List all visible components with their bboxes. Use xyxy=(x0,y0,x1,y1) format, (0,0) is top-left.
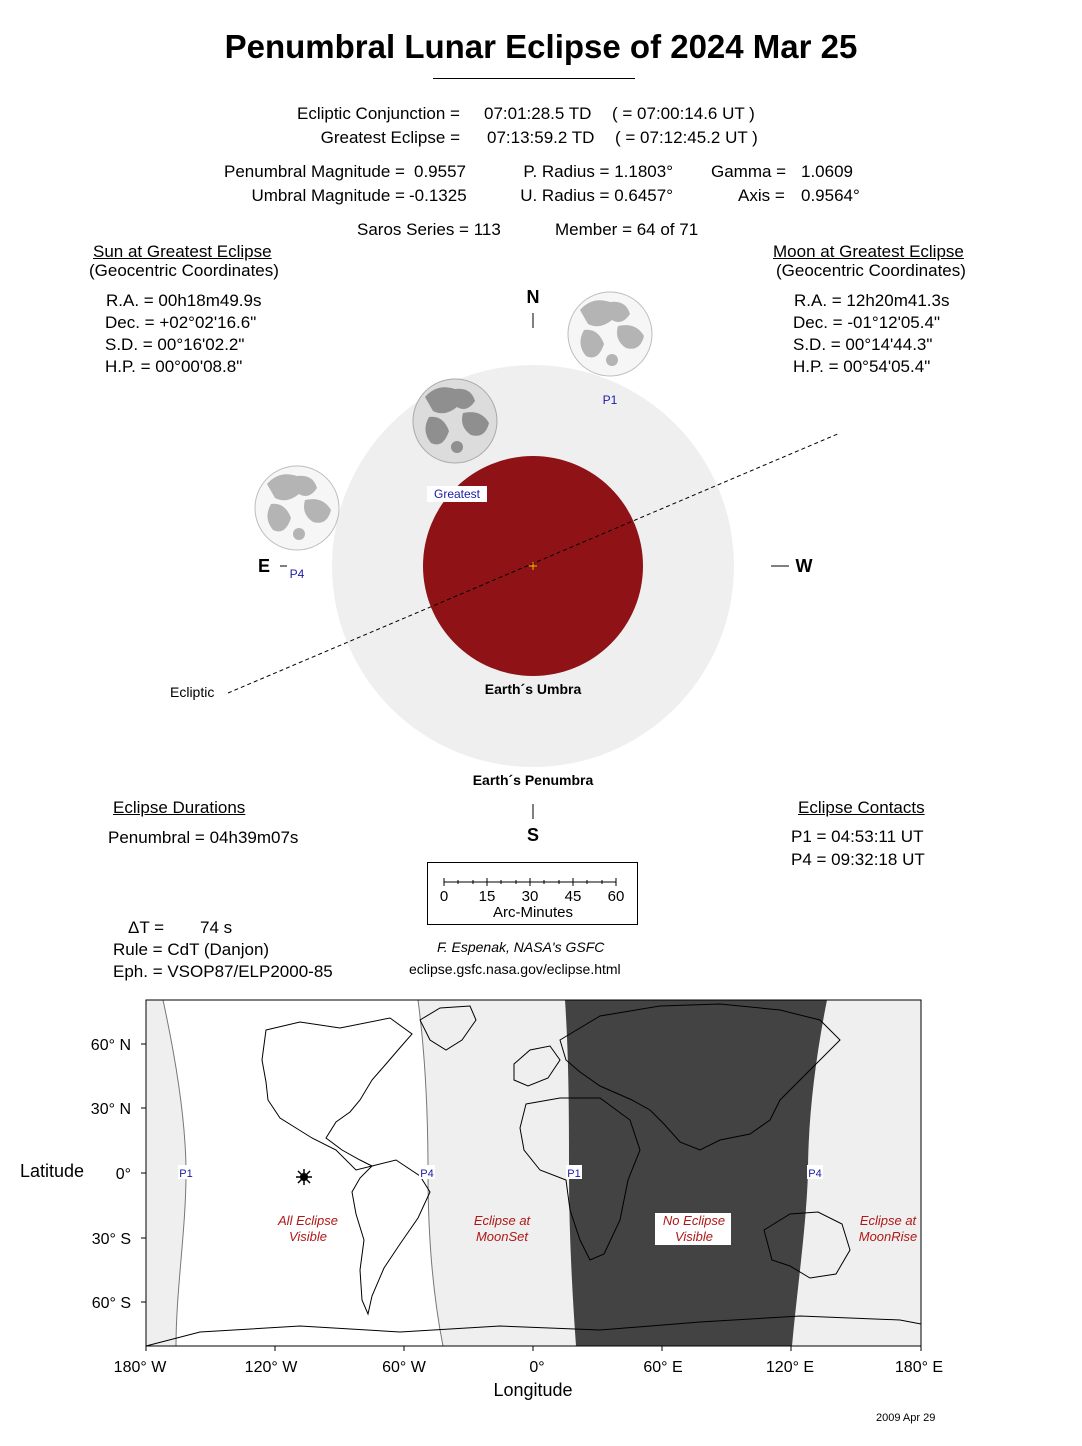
map-p1-east-label: P1 xyxy=(567,1168,581,1180)
lon-60w: 60° W xyxy=(382,1359,426,1376)
west-label: W xyxy=(795,556,813,576)
zone-moonrise-line1: Eclipse at xyxy=(859,1213,917,1228)
penumbra-label: Earth´s Penumbra xyxy=(472,772,594,788)
ecliptic-label: Ecliptic xyxy=(170,684,215,700)
scale-tick-15: 15 xyxy=(478,888,496,905)
gamma-value: 1.0609 xyxy=(801,162,853,181)
conjunction-td: 07:01:28.5 TD xyxy=(484,104,592,123)
map-p1-west-label: P1 xyxy=(179,1168,193,1180)
north-label: N xyxy=(526,287,540,307)
greatest-label: Greatest Eclipse = xyxy=(320,128,460,147)
penumbra-radius: P. Radius = 1.1803° xyxy=(523,162,673,181)
zone-moonset-line1: Eclipse at xyxy=(473,1213,531,1228)
map-p4-east-label: P4 xyxy=(808,1168,822,1180)
sun-hp: H.P. = 00°00'08.8" xyxy=(105,357,243,376)
zone-not-visible-line1: No Eclipse xyxy=(662,1213,726,1228)
durations-heading: Eclipse Durations xyxy=(113,798,246,817)
axis-value: 0.9564° xyxy=(801,186,860,205)
umbral-magnitude-value: -0.1325 xyxy=(409,186,467,205)
lon-0: 0° xyxy=(529,1359,545,1376)
date-stamp: 2009 Apr 29 xyxy=(876,1412,936,1424)
ephemeris-text: Eph. = VSOP87/ELP2000-85 xyxy=(113,962,333,981)
sun-dec: Dec. = +02°02'16.6" xyxy=(105,313,257,332)
moon-heading: Moon at Greatest Eclipse xyxy=(773,242,964,261)
moon-hp: H.P. = 00°54'05.4" xyxy=(793,357,931,376)
page-title: Penumbral Lunar Eclipse of 2024 Mar 25 xyxy=(224,28,858,65)
umbra-label: Earth´s Umbra xyxy=(484,681,582,697)
scale-label: Arc-Minutes xyxy=(492,904,574,921)
greatest-position-label: Greatest xyxy=(433,487,481,501)
all-visible-region xyxy=(163,1000,443,1346)
south-label: S xyxy=(526,825,540,845)
x-axis-ticks xyxy=(146,1346,921,1351)
sun-ra: R.A. = 00h18m49.9s xyxy=(106,291,262,310)
sun-subheading: (Geocentric Coordinates) xyxy=(89,261,279,280)
conjunction-label: Ecliptic Conjunction = xyxy=(296,104,460,123)
lon-120w: 120° W xyxy=(244,1359,298,1376)
scale-tick-0: 0 xyxy=(439,888,449,905)
zone-moonset-line2: MoonSet xyxy=(475,1229,529,1244)
greatest-ut: ( = 07:12:45.2 UT ) xyxy=(615,128,758,147)
conjunction-ut: ( = 07:00:14.6 UT ) xyxy=(612,104,755,123)
lon-180w: 180° W xyxy=(113,1359,167,1376)
zone-all-visible-line1: All Eclipse xyxy=(278,1213,338,1228)
lat-30s: 30° S xyxy=(91,1231,131,1248)
sun-heading: Sun at Greatest Eclipse xyxy=(93,242,272,261)
zone-all-visible-line2: Visible xyxy=(288,1229,328,1244)
zone-not-visible-line2: Visible xyxy=(674,1229,714,1244)
contacts-heading: Eclipse Contacts xyxy=(798,798,925,817)
latitude-axis-label: Latitude xyxy=(19,1161,85,1181)
lon-120e: 120° E xyxy=(765,1359,815,1376)
moon-ra: R.A. = 12h20m41.3s xyxy=(794,291,950,310)
rule-text: Rule = CdT (Danjon) xyxy=(113,940,270,959)
lon-180e: 180° E xyxy=(894,1359,944,1376)
moon-sd: S.D. = 00°14'44.3" xyxy=(793,335,933,354)
penumbral-duration: Penumbral = 04h39m07s xyxy=(108,828,299,847)
not-visible-region xyxy=(565,1000,827,1346)
greatest-td: 07:13:59.2 TD xyxy=(487,128,595,147)
scale-tick-30: 30 xyxy=(521,888,539,905)
umbra-radius: U. Radius = 0.6457° xyxy=(520,186,673,205)
p4-position-label: P4 xyxy=(289,567,305,581)
contact-p1: P1 = 04:53:11 UT xyxy=(791,827,924,846)
scale-tick-45: 45 xyxy=(564,888,582,905)
visibility-map xyxy=(0,990,1082,1410)
zone-moonrise-line2: MoonRise xyxy=(858,1229,918,1244)
contact-p4: P4 = 09:32:18 UT xyxy=(791,850,925,869)
credit-author: F. Espenak, NASA's GSFC xyxy=(437,939,605,955)
credit-url: eclipse.gsfc.nasa.gov/eclipse.html xyxy=(409,961,621,977)
lon-60e: 60° E xyxy=(643,1359,683,1376)
umbral-magnitude-label: Umbral Magnitude = xyxy=(251,186,405,205)
axis-label: Axis = xyxy=(738,186,785,205)
arc-minute-scale xyxy=(427,862,639,926)
moon-dec: Dec. = -01°12'05.4" xyxy=(793,313,940,332)
lat-60n: 60° N xyxy=(90,1037,131,1054)
scale-tick-60: 60 xyxy=(607,888,625,905)
sun-sd: S.D. = 00°16'02.2" xyxy=(105,335,245,354)
map-p4-west-label: P4 xyxy=(420,1168,434,1180)
lat-0: 0° xyxy=(115,1166,131,1183)
delta-t-value: 74 s xyxy=(200,918,233,937)
saros-member: Member = 64 of 71 xyxy=(555,220,699,239)
longitude-axis-label: Longitude xyxy=(493,1380,573,1400)
gamma-label: Gamma = xyxy=(711,162,787,181)
delta-t-label: ΔT = xyxy=(128,918,165,937)
moon-greatest xyxy=(413,379,497,463)
sublunar-point-marker xyxy=(296,1169,312,1185)
east-label: E xyxy=(257,556,271,576)
penumbral-magnitude-value: 0.9557 xyxy=(414,162,466,181)
eclipse-diagram xyxy=(0,280,1082,860)
y-axis-ticks xyxy=(141,1044,146,1302)
title-divider xyxy=(433,78,635,79)
saros-series: Saros Series = 113 xyxy=(357,220,501,239)
lat-30n: 30° N xyxy=(90,1101,131,1118)
moon-subheading: (Geocentric Coordinates) xyxy=(776,261,966,280)
lat-60s: 60° S xyxy=(91,1295,131,1312)
penumbral-magnitude-label: Penumbral Magnitude = xyxy=(224,162,405,181)
moon-p1 xyxy=(568,292,652,376)
p1-position-label: P1 xyxy=(602,393,618,407)
moon-p4 xyxy=(255,466,339,550)
